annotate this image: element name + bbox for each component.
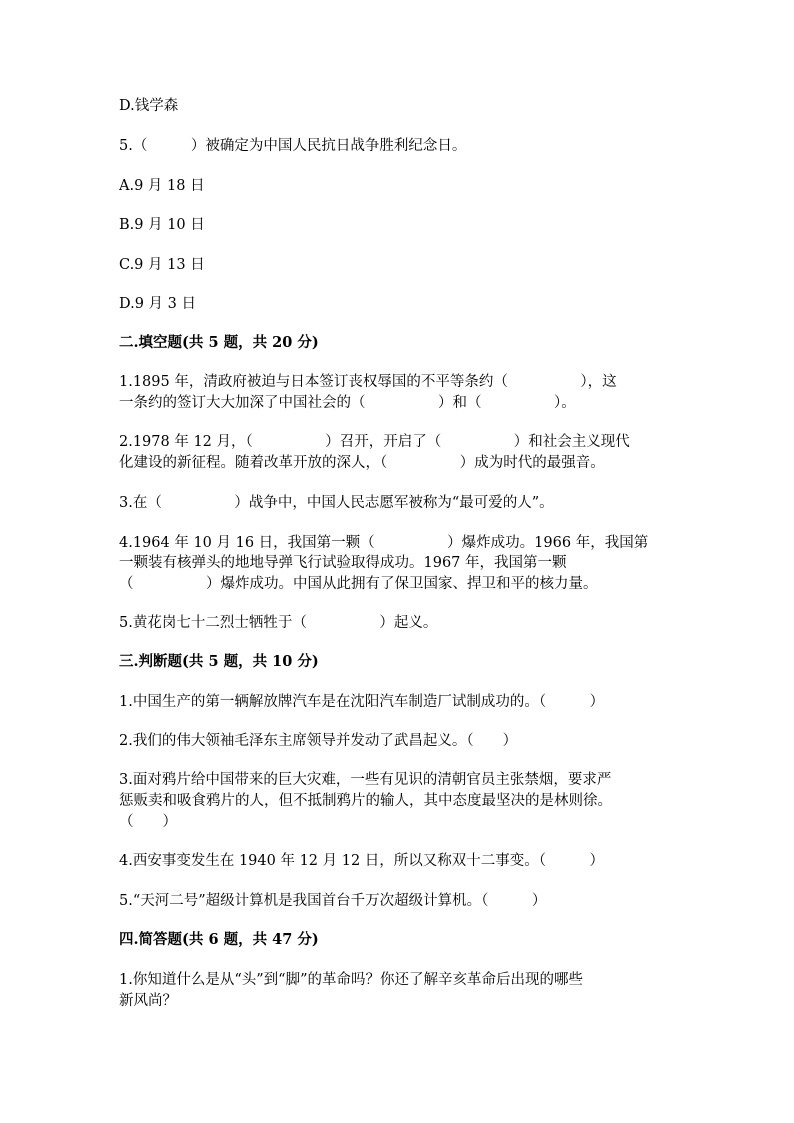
section-short-answer-heading: 四.简答题(共 6 题，共 47 分) xyxy=(119,931,319,948)
fill-question-5: 5.黄花岗七十二烈士牺牲于（ ）起义。 xyxy=(119,615,438,631)
option-d: D.9 月 3 日 xyxy=(119,296,196,312)
judge-question-1: 1.中国生产的第一辆解放牌汽车是在沈阳汽车制造厂试制成功的。（ ） xyxy=(119,694,605,710)
fill-question-4-line-1: 4.1964 年 10 月 16 日，我国第一颗（ ）爆炸成功。1966 年，我国第 xyxy=(119,535,649,551)
judge-question-4: 4.西安事变发生在 1940 年 12 月 12 日，所以又称双十二事变。（ ） xyxy=(119,853,605,869)
choice-question-5: 5.（ ）被确定为中国人民抗日战争胜利纪念日。 xyxy=(119,138,467,154)
judge-question-5: 5.“天河二号”超级计算机是我国首台千万次超级计算机。（ ） xyxy=(119,893,547,909)
fill-question-4-line-3: （ ）爆炸成功。中国从此拥有了保卫国家、捍卫和平的核力量。 xyxy=(119,576,598,592)
section-true-false-heading: 三.判断题(共 5 题，共 10 分) xyxy=(119,653,319,670)
judge-question-2: 2.我们的伟大领袖毛泽东主席领导并发动了武昌起义。（ ） xyxy=(119,733,518,749)
short-answer-question-1-line-2: 新风尚？ xyxy=(119,993,177,1009)
fill-question-1-line-1: 1.1895 年，清政府被迫与日本签订丧权辱国的不平等条约（ ），这 xyxy=(119,374,617,390)
fill-question-4-line-2: 一颗装有核弹头的地地导弹飞行试验取得成功。1967 年，我国第一颗 xyxy=(119,555,567,571)
fill-question-1-line-2: 一条约的签订大大加深了中国社会的（ ）和（ ）。 xyxy=(119,395,576,411)
judge-question-3-line-2: 惩贩卖和吸食鸦片的人，但不抵制鸦片的输人，其中态度最坚决的是林则徐。 xyxy=(119,793,612,809)
section-fill-blank-heading: 二.填空题(共 5 题，共 20 分) xyxy=(119,334,319,351)
judge-question-3-line-3: （ ） xyxy=(119,814,177,830)
fill-question-2-line-2: 化建设的新征程。随着改革开放的深人，（ ）成为时代的最强音。 xyxy=(119,455,605,471)
short-answer-question-1-line-1: 1.你知道什么是从“头”到“脚”的革命吗？你还了解辛亥革命后出现的哪些 xyxy=(119,972,583,988)
judge-question-3-line-1: 3.面对鸦片给中国带来的巨大灾难，一些有见识的清朝官员主张禁烟，要求严 xyxy=(119,772,612,788)
option-d-qian-xuesen: D.钱学森 xyxy=(119,98,179,114)
option-c: C.9 月 13 日 xyxy=(119,257,205,273)
fill-question-3: 3.在（ ）战争中，中国人民志愿军被称为“最可爱的人”。 xyxy=(119,495,554,511)
option-b: B.9 月 10 日 xyxy=(119,217,205,233)
fill-question-2-line-1: 2.1978 年 12 月，（ ）召开，开启了（ ）和社会主义现代 xyxy=(119,434,630,450)
option-a: A.9 月 18 日 xyxy=(119,178,205,194)
